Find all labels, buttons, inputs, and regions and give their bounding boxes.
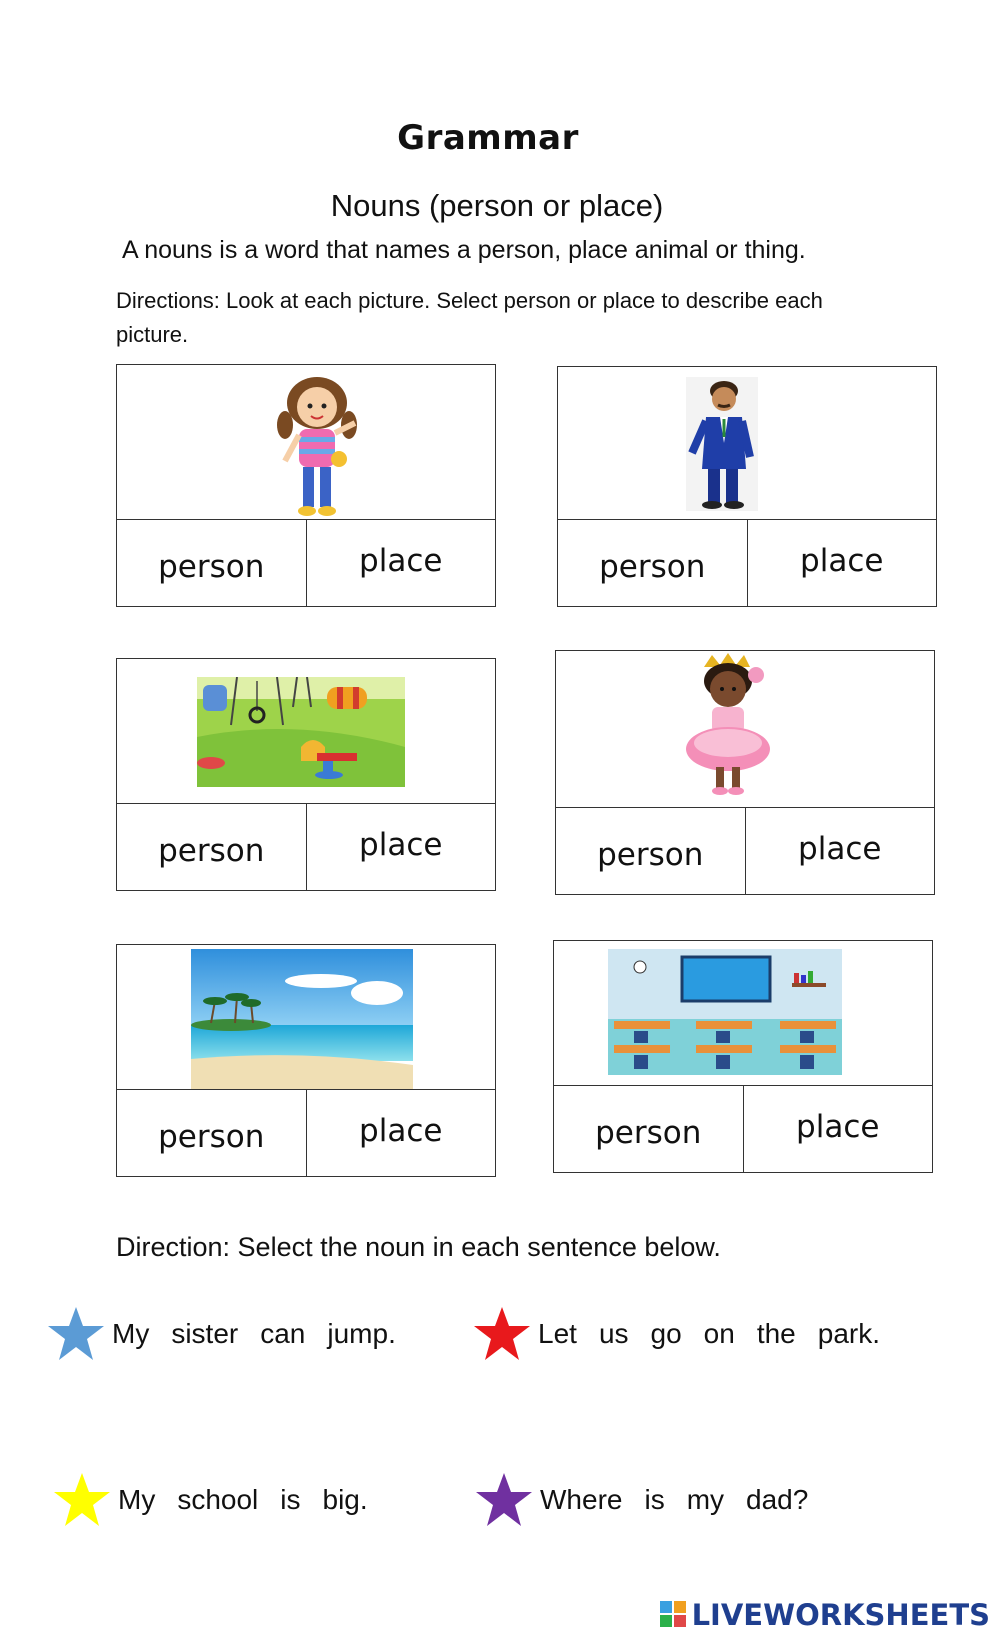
beach-illustration (191, 949, 413, 1089)
sentence-word[interactable]: is (280, 1484, 301, 1515)
option-person[interactable]: person (117, 520, 307, 606)
sentence-4 (474, 1470, 830, 1530)
classroom-illustration (608, 949, 842, 1075)
man-illustration (686, 377, 758, 511)
picture-card-playground (116, 658, 496, 891)
princess-illustration (674, 651, 780, 801)
girl-picture (117, 365, 495, 520)
liveworksheets-logo: LIVEWORKSHEETS (660, 1598, 990, 1632)
option-person[interactable]: person (117, 804, 307, 890)
picture-card-girl (116, 364, 496, 607)
playground-illustration (197, 677, 405, 787)
noun-definition: A nouns is a word that names a person, place animal or thing. (122, 236, 806, 264)
directions-text: Directions: Look at each picture. Select person or place to describe each picture. (116, 288, 823, 347)
sentence-word[interactable]: dad? (746, 1484, 809, 1515)
picture-card-man (557, 366, 937, 607)
girl-illustration (267, 373, 367, 519)
sentence-word[interactable]: is (644, 1484, 665, 1515)
sentence-word[interactable]: Where (540, 1484, 623, 1515)
option-place[interactable]: place (796, 1109, 880, 1145)
sentence-3 (52, 1470, 390, 1530)
sentence-word[interactable]: Let (538, 1318, 577, 1349)
star-icon (52, 1470, 112, 1530)
option-place[interactable]: place (798, 831, 882, 867)
option-person[interactable]: person (554, 1086, 744, 1172)
princess-picture (556, 651, 934, 808)
option-place[interactable]: place (359, 543, 443, 579)
sentence-word[interactable]: school (177, 1484, 259, 1515)
sentence-word[interactable]: park. (817, 1318, 881, 1349)
classroom-picture (554, 941, 932, 1086)
option-place[interactable]: place (359, 1113, 443, 1149)
sentence-word[interactable]: can (260, 1318, 306, 1349)
playground-picture (117, 659, 495, 804)
sentence-word[interactable]: my (686, 1484, 725, 1515)
sentence-word[interactable]: on (703, 1318, 735, 1349)
sentence-word[interactable]: sister (171, 1318, 239, 1349)
worksheet-title: Grammar (397, 118, 579, 158)
man-picture (558, 367, 936, 520)
sentence-directions: Direction: Select the noun in each sentence below. (116, 1232, 721, 1262)
option-place[interactable]: place (800, 543, 884, 579)
star-icon (46, 1304, 106, 1364)
sentence-2 (472, 1304, 902, 1364)
sentence-word[interactable]: us (598, 1318, 629, 1349)
sentence-word[interactable]: My (112, 1318, 150, 1349)
option-place[interactable]: place (359, 827, 443, 863)
picture-card-beach (116, 944, 496, 1177)
option-person[interactable]: person (556, 808, 746, 894)
picture-card-princess (555, 650, 935, 895)
star-icon (472, 1304, 532, 1364)
star-icon (474, 1470, 534, 1530)
sentence-word[interactable]: jump. (327, 1318, 396, 1349)
sentence-word[interactable]: go (650, 1318, 682, 1349)
picture-card-classroom (553, 940, 933, 1173)
sentence-1 (46, 1304, 418, 1364)
logo-icon (660, 1601, 688, 1629)
sentence-word[interactable]: big. (322, 1484, 368, 1515)
sentence-word[interactable]: My (118, 1484, 156, 1515)
sentence-word[interactable]: the (756, 1318, 796, 1349)
worksheet-subtitle: Nouns (person or place) (330, 188, 664, 223)
beach-picture (117, 945, 495, 1090)
option-person[interactable]: person (558, 520, 748, 606)
option-person[interactable]: person (117, 1090, 307, 1176)
